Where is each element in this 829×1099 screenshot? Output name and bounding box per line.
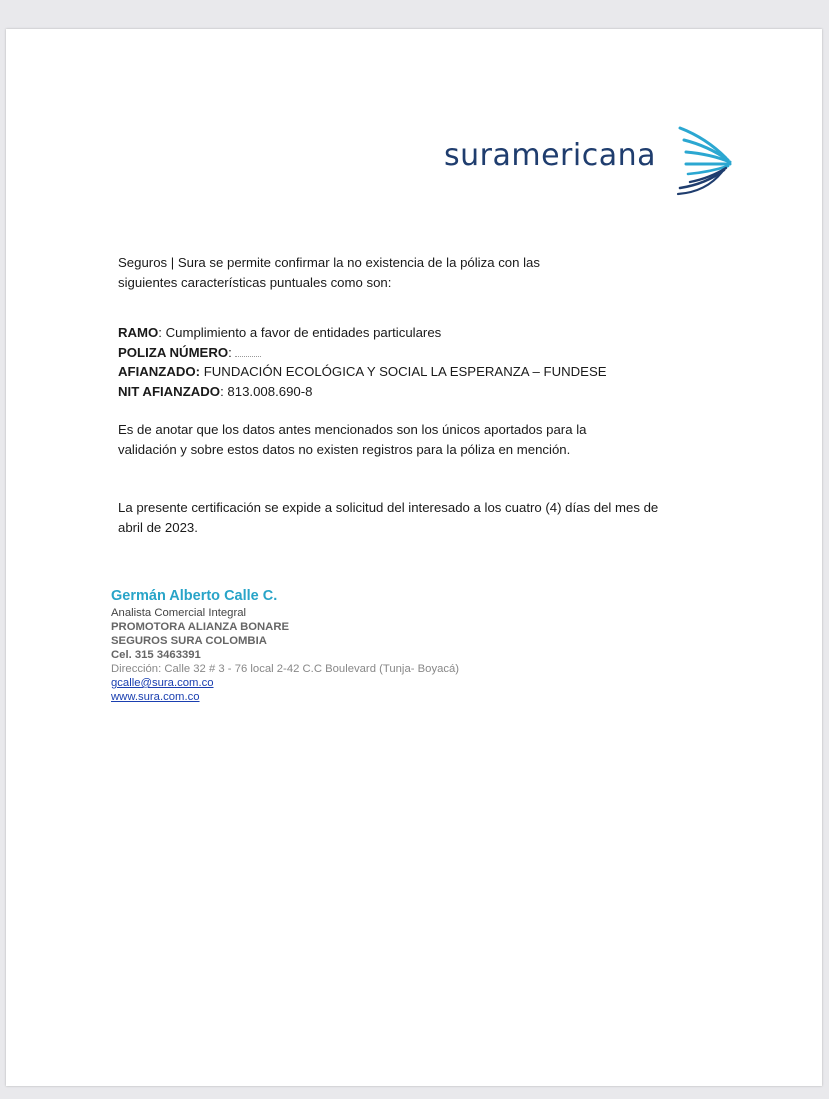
afianzado-value: FUNDACIÓN ECOLÓGICA Y SOCIAL LA ESPERANZA – FUNDESE [200,364,607,379]
intro-paragraph [118,253,678,292]
suramericana-logo [444,126,734,196]
note-line-2: validación y sobre estos datos no existen registros para la póliza en mención. [118,441,571,457]
ramo-label: RAMO [118,325,159,340]
wing-icon [676,126,732,196]
redacted-policy-number [235,356,261,357]
ramo-value: : Cumplimiento a favor de entidades particulares [158,325,442,340]
sura-website-link[interactable]: www.sura.com.co [111,691,200,703]
signer-name: Germán Alberto Calle C. [111,588,278,604]
policy-fields [118,323,678,401]
certification-line-1: La presente certificación se expide a solicitud del interesado a los cuatro (4) días del mes de [118,500,659,515]
afianzado-label: AFIANZADO: [118,364,201,379]
document-page [6,29,822,1086]
signer-email-link[interactable]: gcalle@sura.com.co [111,677,214,689]
signer-company-1: PROMOTORA ALIANZA BONARE [111,621,290,633]
intro-line-2: siguientes características puntuales como son: [118,274,392,290]
note-line-1: Es de anotar que los datos antes mencionados son los únicos aportados para la [118,422,587,437]
signature-block [111,588,459,704]
logo-text: suramericana [444,138,656,173]
poliza-label: POLIZA NÚMERO [118,344,229,360]
nit-label: NIT AFIANZADO [118,383,221,399]
certification-paragraph [118,498,718,537]
signer-role: Analista Comercial Integral [111,607,246,619]
signer-phone: Cel. 315 3463391 [111,649,201,661]
certification-line-2: abril de 2023. [118,519,198,535]
intro-line-1: Seguros | Sura se permite confirmar la no existencia de la póliza con las [118,255,540,270]
signer-company-2: SEGUROS SURA COLOMBIA [111,635,267,647]
ramo-row [118,323,678,343]
poliza-row [118,343,678,363]
signer-address: Dirección: Calle 32 # 3 - 76 local 2-42 C.C Boulevard (Tunja- Boyacá) [111,663,460,675]
afianzado-row [118,362,678,382]
note-paragraph [118,420,678,459]
nit-row [118,382,678,402]
poliza-value: : [228,344,232,360]
nit-value: : 813.008.690-8 [220,383,313,399]
